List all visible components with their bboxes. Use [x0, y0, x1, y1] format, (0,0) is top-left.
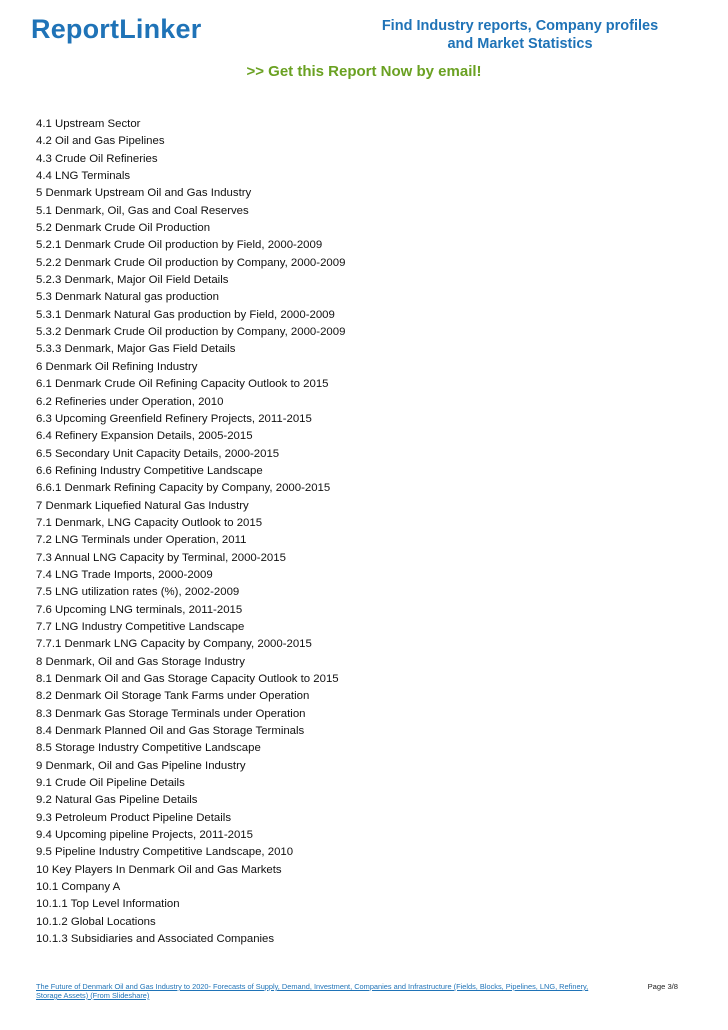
toc-item: 5.2.3 Denmark, Major Oil Field Details [36, 274, 229, 287]
toc-item: 5.3 Denmark Natural gas production [36, 291, 219, 304]
reportlinker-logo[interactable]: ReportLinker [31, 14, 202, 44]
toc-item: 7.2 LNG Terminals under Operation, 2011 [36, 534, 247, 547]
toc-item: 10 Key Players In Denmark Oil and Gas Markets [36, 863, 282, 876]
toc-item: 4.1 Upstream Sector [36, 118, 141, 130]
toc-item: 5.3.2 Denmark Crude Oil production by Company, 2000-2009 [36, 326, 346, 339]
toc-item: 6.3 Upcoming Greenfield Refinery Projects, 2011-2015 [36, 412, 312, 425]
toc-item: 8 Denmark, Oil and Gas Storage Industry [36, 655, 245, 668]
toc-item: 6.6.1 Denmark Refining Capacity by Company, 2000-2015 [36, 482, 331, 495]
toc-item: 7.7 LNG Industry Competitive Landscape [36, 620, 245, 633]
toc-item: 7.7.1 Denmark LNG Capacity by Company, 2000-2015 [36, 638, 312, 651]
toc-item: 5.2 Denmark Crude Oil Production [36, 222, 211, 235]
toc-item: 8.5 Storage Industry Competitive Landscape [36, 742, 261, 755]
toc-item: 6 Denmark Oil Refining Industry [36, 360, 198, 373]
toc-item: 5.2.1 Denmark Crude Oil production by Field, 2000-2009 [36, 239, 323, 252]
toc-item: 4.4 LNG Terminals [36, 170, 131, 183]
toc-item: 7.6 Upcoming LNG terminals, 2011-2015 [36, 603, 243, 616]
toc-item: 5 Denmark Upstream Oil and Gas Industry [36, 187, 252, 200]
toc-item: 6.2 Refineries under Operation, 2010 [36, 395, 224, 408]
toc-item: 9.5 Pipeline Industry Competitive Landscape, 2010 [36, 846, 294, 859]
footer-source-link[interactable]: The Future of Denmark Oil and Gas Industry to 2020- Forecasts of Supply, Demand, Investment, Companies and Infrastructure (Fields, Blocks, Pipelines, LNG, Refinery, Storage Assets) (From Slideshare) [36, 982, 589, 1000]
toc-item: 10.1 Company A [36, 881, 121, 894]
toc-item: 6.5 Secondary Unit Capacity Details, 2000-2015 [36, 447, 280, 460]
toc-item: 4.3 Crude Oil Refineries [36, 152, 158, 165]
toc-item: 9.2 Natural Gas Pipeline Details [36, 794, 198, 807]
toc-item: 10.1.1 Top Level Information [36, 898, 180, 911]
page-number: Page 3/8 [647, 982, 678, 991]
toc-item: 6.4 Refinery Expansion Details, 2005-2015 [36, 430, 253, 443]
toc-item: 7.3 Annual LNG Capacity by Terminal, 2000-2015 [36, 551, 286, 564]
toc-item: 9 Denmark, Oil and Gas Pipeline Industry [36, 759, 246, 772]
toc-item: 7.4 LNG Trade Imports, 2000-2009 [36, 568, 213, 581]
toc-item: 10.1.3 Subsidiaries and Associated Companies [36, 933, 275, 946]
toc-item: 5.1 Denmark, Oil, Gas and Coal Reserves [36, 204, 249, 217]
toc-item: 6.1 Denmark Crude Oil Refining Capacity Outlook to 2015 [36, 378, 329, 391]
toc-item: 5.2.2 Denmark Crude Oil production by Company, 2000-2009 [36, 256, 346, 269]
toc-item: 9.3 Petroleum Product Pipeline Details [36, 811, 232, 824]
toc-item: 8.2 Denmark Oil Storage Tank Farms under Operation [36, 690, 310, 703]
toc-item: 5.3.3 Denmark, Major Gas Field Details [36, 343, 236, 356]
toc-item: 8.1 Denmark Oil and Gas Storage Capacity Outlook to 2015 [36, 673, 339, 685]
toc-item: 9.1 Crude Oil Pipeline Details [36, 777, 185, 790]
tagline-line-2: and Market Statistics [447, 36, 593, 52]
toc-item: 6.6 Refining Industry Competitive Landscape [36, 464, 263, 477]
table-of-contents [36, 116, 345, 949]
toc-item: 7.5 LNG utilization rates (%), 2002-2009 [36, 586, 240, 599]
toc-item: 7 Denmark Liquefied Natural Gas Industry [36, 499, 249, 512]
toc-item: 7.1 Denmark, LNG Capacity Outlook to 2015 [36, 516, 263, 529]
toc-item: 8.3 Denmark Gas Storage Terminals under Operation [36, 707, 306, 720]
tagline-line-1: Find Industry reports, Company profiles [381, 18, 659, 34]
toc-item: 10.1.2 Global Locations [36, 915, 156, 928]
toc-item: 8.4 Denmark Planned Oil and Gas Storage Terminals [36, 725, 305, 738]
toc-item: 9.4 Upcoming pipeline Projects, 2011-2015 [36, 829, 253, 842]
toc-item: 4.2 Oil and Gas Pipelines [36, 135, 165, 148]
toc-item: 5.3.1 Denmark Natural Gas production by Field, 2000-2009 [36, 308, 335, 321]
get-report-link[interactable]: >> Get this Report Now by email! [246, 63, 482, 80]
header-tagline [360, 17, 680, 53]
